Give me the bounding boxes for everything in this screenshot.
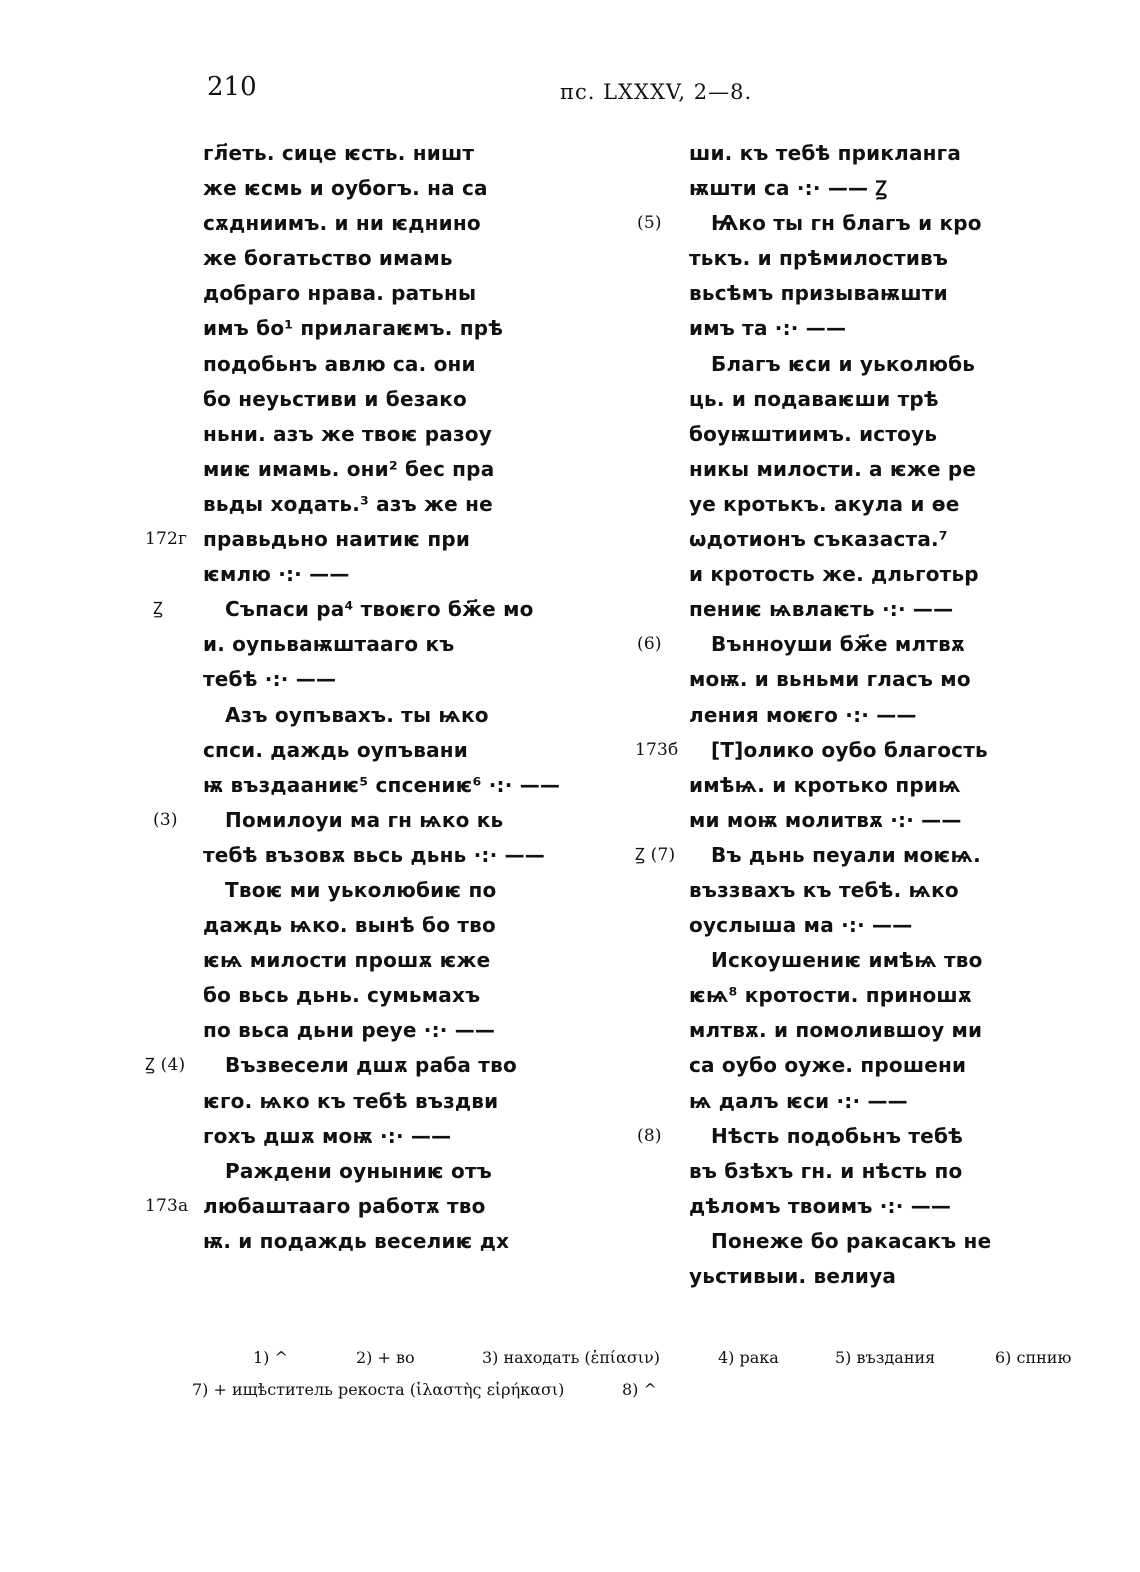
text-line bbox=[637, 206, 991, 241]
line-text: Азъ оупъвахъ. ты ѩко bbox=[225, 702, 489, 727]
text-line bbox=[689, 171, 991, 206]
line-text: ѡдотионъ съказаста.⁷ bbox=[689, 527, 948, 552]
text-line bbox=[689, 136, 991, 171]
text-line bbox=[153, 803, 560, 838]
footnote-8: 8) ^ bbox=[622, 1380, 657, 1399]
text-line bbox=[689, 1154, 991, 1189]
text-line bbox=[689, 1224, 991, 1259]
text-line bbox=[203, 206, 560, 241]
line-text: са оубо оуже. прошени bbox=[689, 1053, 967, 1078]
line-text: ѭ. и подаждь веселиѥ дх bbox=[203, 1228, 510, 1253]
line-text: и кротость же. дльготьр bbox=[689, 562, 979, 587]
line-text: [Т]олико оубо благость bbox=[711, 737, 988, 762]
text-line bbox=[689, 382, 991, 417]
line-text: по вьса дьни реуе ·:· —— bbox=[203, 1018, 496, 1043]
line-text: же ѥсмь и оубогъ. на са bbox=[203, 176, 488, 201]
text-line bbox=[689, 943, 991, 978]
text-line bbox=[689, 522, 991, 557]
text-line bbox=[203, 1119, 560, 1154]
margin-note: (3) bbox=[153, 809, 178, 830]
line-text: любаштааго работѫ тво bbox=[203, 1193, 486, 1218]
text-line bbox=[635, 838, 991, 873]
text-line bbox=[203, 1154, 560, 1189]
text-line bbox=[637, 627, 991, 662]
text-line bbox=[203, 733, 560, 768]
text-line bbox=[689, 1084, 991, 1119]
footnote-1: 1) ^ bbox=[253, 1348, 288, 1367]
text-line bbox=[637, 1119, 991, 1154]
footnote-5: 5) въздания bbox=[835, 1348, 936, 1367]
text-line bbox=[635, 733, 991, 768]
line-text: ѭ въздааниѥ⁵ спсениѥ⁶ ·:· —— bbox=[203, 772, 561, 797]
line-text: ѭшти са ·:· —— Ꙁ bbox=[689, 176, 888, 201]
line-text: гохъ дшѫ моѭ ·:· —— bbox=[203, 1123, 452, 1148]
line-text: никы милости. а ѥже ре bbox=[689, 456, 977, 481]
text-line bbox=[203, 662, 560, 697]
footnote-4: 4) рака bbox=[718, 1348, 779, 1367]
line-text: пениѥ ѩвлаѥть ·:· —— bbox=[689, 597, 954, 622]
line-text: дѣломъ твоимъ ·:· —— bbox=[689, 1193, 952, 1218]
text-line bbox=[203, 943, 560, 978]
text-line bbox=[153, 592, 560, 627]
text-line bbox=[203, 1084, 560, 1119]
line-text: добраго нрава. ратьны bbox=[203, 281, 477, 306]
margin-note: Ꙁ (4) bbox=[145, 1055, 186, 1076]
line-text: тебѣ ·:· —— bbox=[203, 667, 337, 692]
text-line bbox=[689, 1259, 991, 1294]
text-line bbox=[203, 1013, 560, 1048]
footnote-6: 6) спнию bbox=[995, 1348, 1072, 1367]
line-text: Вънноуши бж҃е млтвѫ bbox=[711, 632, 965, 657]
line-text: ць. и подаваѥши трѣ bbox=[689, 386, 939, 411]
line-text: ѥѩ милости прошѫ ѥже bbox=[203, 948, 491, 973]
line-text: Раждени оуныниѥ отъ bbox=[225, 1158, 492, 1183]
line-text: моѭ. и вьньми гласъ мо bbox=[689, 667, 971, 692]
margin-note: (8) bbox=[637, 1125, 662, 1146]
line-text: Съпаси ра⁴ твоѥго бж҃е мо bbox=[225, 597, 534, 622]
text-line bbox=[203, 698, 560, 733]
running-head: пс. LXXXV, 2—8. bbox=[560, 80, 753, 104]
text-line bbox=[689, 557, 991, 592]
line-text: тькъ. и прѣмилостивъ bbox=[689, 246, 949, 271]
line-text: ѥго. ѩко къ тебѣ въздви bbox=[203, 1088, 499, 1113]
text-line bbox=[689, 487, 991, 522]
line-text: ньни. азъ же твоѥ разоу bbox=[203, 421, 492, 446]
text-line bbox=[145, 1048, 560, 1083]
left-column bbox=[145, 136, 561, 1259]
line-text: Възвесели дшѫ раба тво bbox=[225, 1053, 517, 1078]
text-line bbox=[689, 311, 991, 346]
text-line bbox=[203, 417, 560, 452]
text-line bbox=[689, 276, 991, 311]
text-line bbox=[689, 1048, 991, 1083]
text-line bbox=[203, 1224, 560, 1259]
text-line bbox=[689, 803, 991, 838]
right-column bbox=[635, 136, 992, 1294]
text-line bbox=[203, 557, 560, 592]
footnote-3: 3) находать (ἐπίασιν) bbox=[482, 1348, 660, 1367]
line-text: оуслыша ма ·:· —— bbox=[689, 913, 913, 938]
text-line bbox=[203, 487, 560, 522]
line-text: правьдьно наитиѥ при bbox=[203, 527, 471, 552]
margin-note: (6) bbox=[637, 634, 662, 655]
line-text: имъ та ·:· —— bbox=[689, 316, 847, 341]
text-line bbox=[203, 873, 560, 908]
line-text: вьсѣмъ призываѭшти bbox=[689, 281, 948, 306]
line-text: уе кротькъ. акула и ѳе bbox=[689, 491, 960, 516]
text-line bbox=[689, 452, 991, 487]
text-line bbox=[145, 522, 560, 557]
line-text: ѩ далъ ѥси ·:· —— bbox=[689, 1088, 908, 1113]
text-line bbox=[689, 908, 991, 943]
text-line bbox=[203, 171, 560, 206]
line-text: и. оупьваѭштааго къ bbox=[203, 632, 455, 657]
line-text: сѫдниимъ. и ни ѥднино bbox=[203, 211, 481, 236]
text-line bbox=[203, 136, 560, 171]
text-line bbox=[689, 347, 991, 382]
line-text: Твоѥ ми уьколюбиѥ по bbox=[225, 877, 497, 902]
line-text: Помилоуи ма гн ѩко кь bbox=[225, 807, 504, 832]
margin-note: 173б bbox=[635, 739, 679, 760]
line-text: въ бзѣхъ гн. и нѣсть по bbox=[689, 1158, 963, 1183]
line-text: Искоушениѥ имѣѩ тво bbox=[711, 948, 983, 973]
text-line bbox=[689, 1189, 991, 1224]
text-line bbox=[689, 662, 991, 697]
text-line bbox=[203, 627, 560, 662]
text-line bbox=[203, 978, 560, 1013]
line-text: уьстивыи. велиуа bbox=[689, 1264, 897, 1288]
page-number: 210 bbox=[207, 72, 257, 102]
line-text: подобьнъ авлю са. они bbox=[203, 351, 476, 376]
text-line bbox=[689, 978, 991, 1013]
text-line bbox=[203, 311, 560, 346]
text-line bbox=[689, 768, 991, 803]
text-line bbox=[203, 347, 560, 382]
margin-note: 172г bbox=[145, 529, 188, 550]
line-text: миѥ имамь. они² бес пра bbox=[203, 456, 495, 481]
margin-note: Ꙁ bbox=[153, 599, 164, 620]
line-text: Нѣсть подобьнъ тебѣ bbox=[711, 1123, 964, 1148]
text-line bbox=[689, 873, 991, 908]
line-text: бо вьсь дьнь. сумьмахъ bbox=[203, 983, 481, 1008]
line-text: Понеже бо ракасакъ не bbox=[711, 1228, 992, 1253]
text-line bbox=[203, 276, 560, 311]
line-text: Ѩко ты гн благъ и кро bbox=[711, 211, 982, 236]
text-line bbox=[203, 768, 560, 803]
line-text: ѥѩ⁸ кротости. приношѫ bbox=[689, 983, 972, 1008]
line-text: же богатьство имамь bbox=[203, 246, 453, 271]
line-text: даждь ѩко. вынѣ бо тво bbox=[203, 913, 496, 938]
text-line bbox=[203, 452, 560, 487]
text-line bbox=[203, 838, 560, 873]
footnote-2: 2) + во bbox=[356, 1348, 415, 1367]
margin-note: (5) bbox=[637, 213, 662, 234]
text-line bbox=[689, 1013, 991, 1048]
line-text: гл҃еть. сице ѥсть. ништ bbox=[203, 141, 475, 165]
line-text: въззвахъ къ тебѣ. ѩко bbox=[689, 877, 959, 902]
text-line bbox=[689, 698, 991, 733]
line-text: боуѭштиимъ. истоуь bbox=[689, 421, 938, 446]
line-text: имъ бо¹ прилагаѥмъ. прѣ bbox=[203, 316, 504, 341]
margin-note: 173а bbox=[145, 1195, 189, 1216]
line-text: ши. къ тебѣ прикланга bbox=[689, 141, 962, 165]
line-text: Благъ ѥси и уьколюбь bbox=[711, 351, 976, 376]
line-text: вьды ходать.³ азъ же не bbox=[203, 491, 493, 516]
text-line bbox=[689, 592, 991, 627]
text-line bbox=[145, 1189, 560, 1224]
margin-note: Ꙁ (7) bbox=[635, 844, 676, 865]
footnote-7: 7) + ищѣститель рекоста (ἱλαστὴς εἰρήκασι) bbox=[192, 1380, 565, 1399]
text-line bbox=[689, 241, 991, 276]
text-line bbox=[689, 417, 991, 452]
text-line bbox=[203, 908, 560, 943]
text-line bbox=[203, 241, 560, 276]
line-text: Въ дьнь пеуали моѥѩ. bbox=[711, 842, 981, 867]
line-text: ѥмлю ·:· —— bbox=[203, 562, 350, 587]
line-text: тебѣ възовѫ вьсь дьнь ·:· —— bbox=[203, 842, 545, 867]
line-text: ления моѥго ·:· —— bbox=[689, 702, 917, 727]
line-text: спси. даждь оупъвани bbox=[203, 737, 469, 762]
line-text: имѣѩ. и кротько приѩ bbox=[689, 772, 961, 797]
text-line bbox=[203, 382, 560, 417]
line-text: бо неуьстиви и безако bbox=[203, 386, 467, 411]
line-text: млтвѫ. и помолившоу ми bbox=[689, 1018, 983, 1043]
line-text: ми моѭ молитвѫ ·:· —— bbox=[689, 807, 962, 832]
